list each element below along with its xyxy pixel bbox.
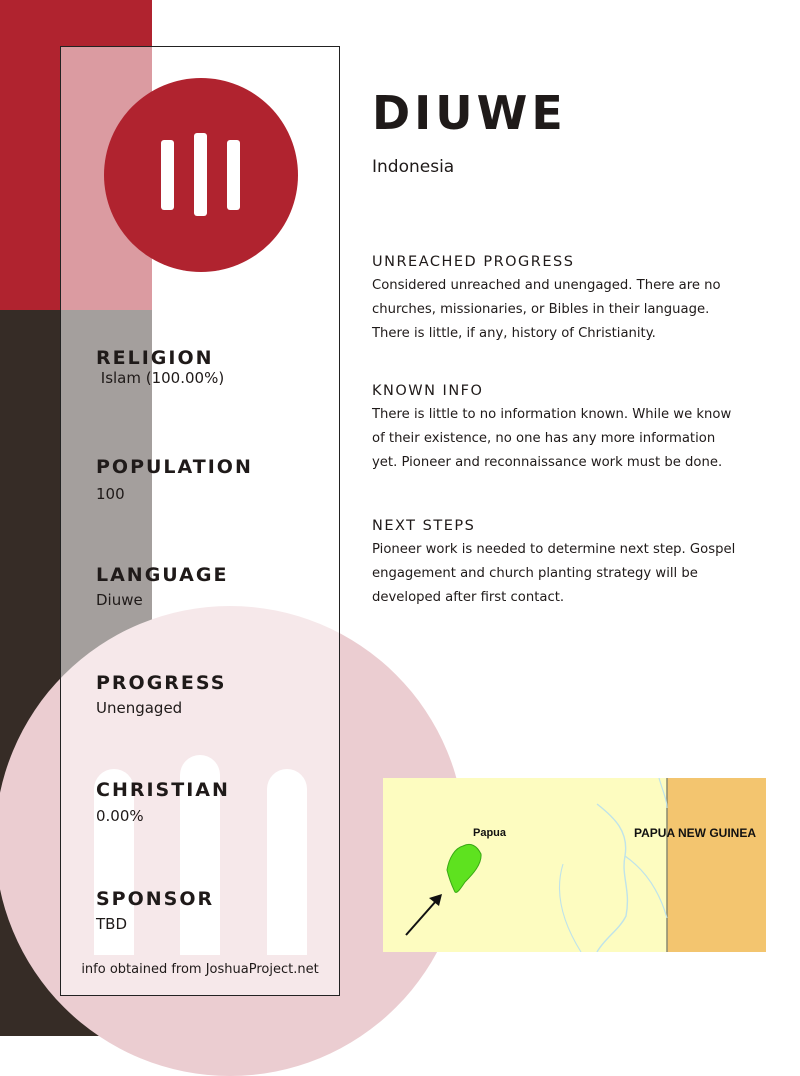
- section-line: of their existence, no one has any more information: [372, 431, 716, 446]
- section-line: engagement and church planting strategy will be: [372, 566, 698, 581]
- religion-field: [96, 347, 336, 387]
- population-value: 100: [96, 485, 125, 503]
- section-line: Considered unreached and unengaged. There are no: [372, 278, 721, 293]
- christian-label: CHRISTIAN: [96, 779, 230, 801]
- country-name: Indonesia: [372, 157, 455, 177]
- population-field: [96, 456, 336, 503]
- people-group-title: DIUWE: [372, 86, 567, 140]
- language-field: [96, 564, 336, 609]
- section-line: yet. Pioneer and reconnaissance work must be done.: [372, 455, 723, 470]
- religion-label: RELIGION: [96, 347, 214, 369]
- emblem-bar: [194, 133, 207, 216]
- section-line: churches, missionaries, or Bibles in their language.: [372, 302, 710, 317]
- christian-field: [96, 779, 336, 825]
- section-known-info: [372, 383, 772, 475]
- map-land-png: [667, 778, 766, 952]
- source-note: info obtained from JoshuaProject.net: [81, 962, 319, 977]
- section-heading: NEXT STEPS: [372, 518, 476, 534]
- emblem-bar: [227, 140, 240, 210]
- section-unreached-progress: [372, 254, 772, 346]
- map-label-png: PAPUA NEW GUINEA: [634, 826, 757, 840]
- christian-value: 0.00%: [96, 807, 144, 825]
- section-line: Pioneer work is needed to determine next step. Gospel: [372, 542, 736, 557]
- sponsor-value: TBD: [96, 915, 128, 933]
- religion-value: Islam (100.00%): [96, 369, 225, 387]
- progress-field: [96, 672, 336, 717]
- language-value: Diuwe: [96, 591, 143, 609]
- location-map: [383, 778, 766, 952]
- population-label: POPULATION: [96, 456, 253, 478]
- section-heading: UNREACHED PROGRESS: [372, 254, 575, 270]
- language-label: LANGUAGE: [96, 564, 229, 586]
- section-heading: KNOWN INFO: [372, 383, 484, 399]
- emblem-bar: [161, 140, 174, 210]
- section-line: There is little, if any, history of Christianity.: [372, 326, 656, 341]
- progress-value: Unengaged: [96, 699, 183, 717]
- sponsor-label: SPONSOR: [96, 888, 215, 910]
- section-line: There is little to no information known. While we know: [372, 407, 732, 422]
- progress-label: PROGRESS: [96, 672, 227, 694]
- map-label-papua: Papua: [473, 827, 507, 839]
- sponsor-field: [96, 888, 336, 933]
- section-line: developed after first contact.: [372, 590, 565, 605]
- bars-emblem-icon: [104, 78, 298, 272]
- section-next-steps: [372, 518, 772, 610]
